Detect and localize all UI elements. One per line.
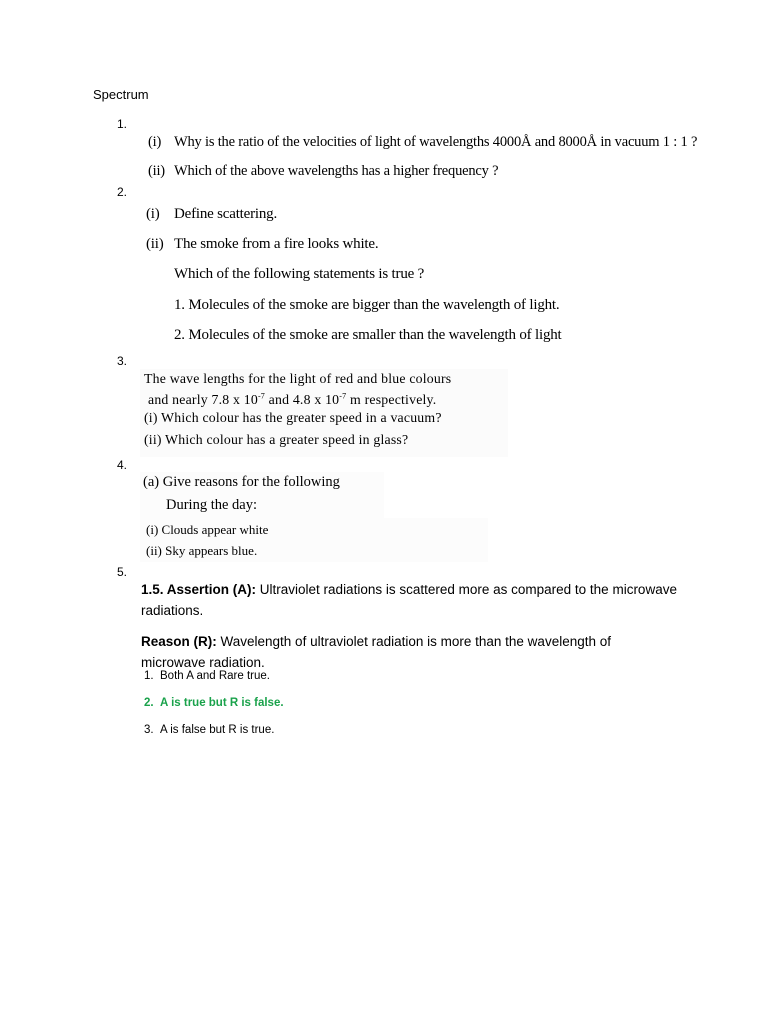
question-3-line-4: (ii) Which colour has a greater speed in glass? bbox=[144, 432, 409, 447]
reason-line-1: Reason (R): Wavelength of ultraviolet radiation is more than the wavelength of bbox=[141, 634, 611, 649]
question-2-statement-1: 1. Molecules of the smoke are bigger than the wavelength of light. bbox=[174, 297, 560, 313]
option-1: 1. Both A and Rare true. bbox=[144, 670, 270, 682]
question-2-part-ii: (ii) The smoke from a fire looks white. bbox=[146, 236, 379, 252]
question-2-image bbox=[140, 204, 620, 352]
question-number-1: 1. bbox=[117, 117, 128, 131]
question-4-line-2: During the day: bbox=[166, 497, 258, 513]
question-3-line-2: and nearly 7.8 x $10^{-7}$ and 4.8 x $10^{-7}$ m respectively. bbox=[148, 391, 437, 407]
question-2-statement-2: 2. Molecules of the smoke are smaller than the wavelength of light bbox=[174, 327, 562, 343]
question-number-3: 3. bbox=[117, 354, 128, 368]
question-number-4: 4. bbox=[117, 458, 128, 472]
question-number-5: 5. bbox=[117, 565, 128, 579]
option-2-correct: 2. A is true but R is false. bbox=[144, 697, 284, 709]
question-3-line-1: The wave lengths for the light of red and blue colours bbox=[144, 371, 452, 386]
question-1-part-ii: (ii) Which of the above wavelengths has a higher frequency ? bbox=[148, 163, 499, 179]
question-2-prompt: Which of the following statements is true ? bbox=[174, 266, 425, 282]
question-4-image-bottom bbox=[140, 518, 488, 562]
question-3-image bbox=[140, 369, 508, 457]
assertion-label: 1.5. Assertion (A): bbox=[141, 582, 257, 597]
assertion-line-1: 1.5. Assertion (A): Ultraviolet radiations is scattered more as compared to the microwave bbox=[141, 582, 677, 597]
document-title: Spectrum bbox=[93, 87, 149, 102]
question-3-line-3: (i) Which colour has the greater speed in a vacuum? bbox=[144, 410, 442, 425]
question-4-line-1: (a) Give reasons for the following bbox=[143, 474, 340, 490]
assertion-line-2: radiations. bbox=[141, 603, 204, 618]
question-1-image bbox=[140, 133, 720, 185]
option-3: 3. A is false but R is true. bbox=[144, 724, 275, 736]
question-2-part-i: (i) Define scattering. bbox=[146, 206, 278, 222]
question-4-line-3: (i) Clouds appear white bbox=[146, 522, 269, 537]
question-4-image-top bbox=[140, 472, 384, 518]
reason-label: Reason (R): bbox=[141, 634, 217, 649]
question-4-line-4: (ii) Sky appears blue. bbox=[146, 543, 258, 558]
question-1-part-i: (i) Why is the ratio of the velocities of light of wavelengths 4000Å and 8000Å in vacuum 1 : 1 ? bbox=[148, 134, 698, 150]
question-number-2: 2. bbox=[117, 185, 128, 199]
reason-line-2: microwave radiation. bbox=[141, 655, 265, 670]
